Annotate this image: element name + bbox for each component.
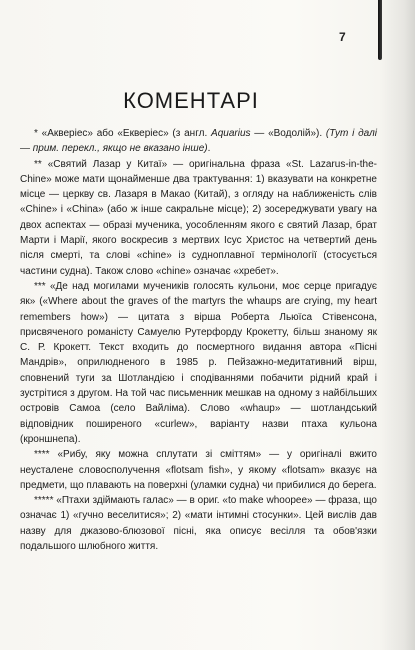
page-title: КОМЕНТАРІ [123, 88, 259, 113]
footnote-1-part-c: — «Водолій»). [250, 128, 326, 139]
bookmark-ribbon [378, 0, 382, 60]
footnote-2: ** «Святий Лазар у Китаї» — оригінальна фраза «St. Lazarus-in-the-Chine» може мати щонайменше два трактування: 1) вказувати на конкретне місце — церкву св. Лазаря в Макао (Китай), з огляду на наближеність слів «Chine» і «China» (або ж інше сакральне місце); 2) зосереджувати увагу на двох аспектах — образі мученика, уособленням якого є святий Лазар, брат Марти і Марії, якого воскресив з мертвих Ісус Христос на четвертий день після смерті, та слові «chine» із судноплавної термінології (стосується частини судна). Також слово «chine» означає «хребет». [20, 158, 377, 277]
comments-body [20, 126, 377, 554]
footnote-1-part-e: . [207, 143, 211, 155]
footnote-1-translator-note: (Тут і далі — прим. перекл., якщо не вказано інше) [20, 128, 377, 155]
footnote-1-part-a: * «Акверіес» або «Екверіес» (з англ. [34, 128, 212, 139]
page-edge-shadow [379, 0, 415, 650]
page-number: 7 [339, 30, 346, 44]
footnote-1-term: Aquarius [211, 128, 251, 139]
footnote-4: **** «Рибу, яку можна сплутати зі сміттям» — у оригіналі вжито неусталене словосполучення «flotsam fish», у якому «flotsam» вказує на предмети, що плавають на поверхні (уламки судна) чи прибилися до берега. [20, 449, 377, 491]
footnote-1 [20, 126, 377, 157]
footnote-3: *** «Де над могилами мучеників голосять кульони, моє серце пригадує як» («Where about the graves of the martyrs the whaups are crying, my heart remembers how») — цитата з вірша Роберта Льюїса Стівенсона, присвяченого романісту Самуелю Рутерфорду Крокетту, більш знаному як С. Р. Крокетт. Текст входить до посмертного видання автора «Пісні Мандрів», оприлюдненого в 1985 р. Пейзажно-медитативний вірш, сповнений туги за Шотландією і сподіваннями побачити рідний край і зустрітися з другом. На той час письменник мешкав на одному з найбільших островів Самоа (село Вайліма). Слово «whaup» — шотландський відповідник поширеного «curlew», варіанту назви птаха кульона (кроншнепа). [20, 280, 377, 445]
footnote-5: ***** «Птахи здіймають галас» — в ориг. «to make whoopee» — фраза, що означає 1) «гучно веселитися»; 2) «мати інтимні стосунки». Цей вислів дав назву для джазово-блюзової пісні, яка описує весілля та обов'язки подальшого шлюбного життя. [20, 495, 377, 553]
